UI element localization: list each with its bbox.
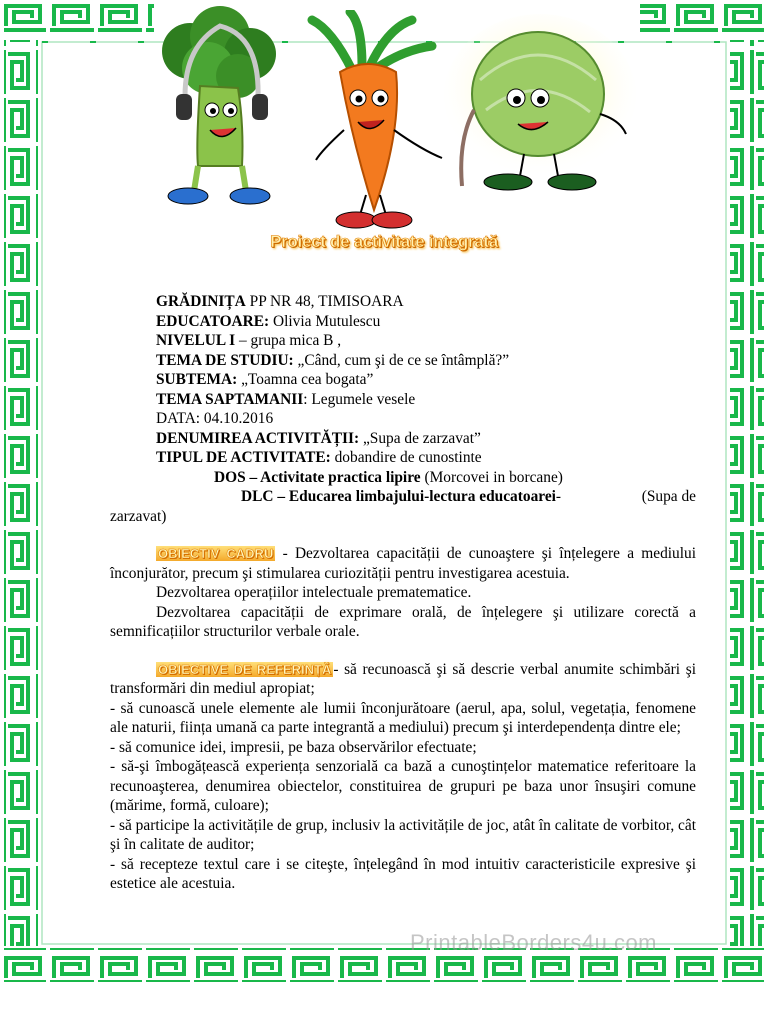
info-nivel: NIVELUL I – grupa mica B , — [156, 332, 342, 349]
obiectiv-cadru-label: OBIECTIV CADRU — [158, 546, 274, 561]
obiective-referinta-label: OBIECTIVE DE REFERINȚĂ — [158, 661, 332, 677]
list-item: - să participe la activitățile de grup, inclusiv la activitățile de joc, atât în calitate de vorbitor, cât şi în calitate de auditor; — [110, 816, 696, 853]
list-item: - să comunice idei, impresii, pe baza observărilor efectuate; — [110, 738, 477, 756]
info-educatoare: EDUCATOARE: Olivia Mutulescu — [156, 312, 381, 330]
document-body — [110, 292, 696, 894]
info-subtema: SUBTEMA: „Toamna cea bogata” — [156, 371, 374, 388]
obiectiv-cadru-paragraph: OBIECTIV CADRU - Dezvoltarea capacității de cunoaştere şi înțelegere a mediului înconjurător, precum şi stimularea curiozității pentru investigarea acestuia. — [110, 545, 696, 582]
info-tipul: TIPUL DE ACTIVITATE: dobandire de cunostinte — [156, 449, 482, 466]
obiectiv-cadru-text3: Dezvoltarea capacității de exprimare orală, de înțelegere şi utilizare corectă a semnificațiilor structurilor verbale orale. — [110, 603, 696, 640]
info-tema: TEMA DE STUDIU: „Când, cum şi de ce se întâmplă?” — [156, 351, 510, 369]
obiective-referinta-paragraph: OBIECTIVE DE REFERINȚĂ - să recunoască şi să descrie verbal anumite schimbări şi transformări din mediul apropiat; — [110, 660, 696, 697]
cabbage-illustration — [440, 10, 636, 200]
broccoli-illustration — [150, 6, 280, 206]
list-item: - să cunoască unele elemente ale lumii înconjurătoare (aerul, apa, solul, vegetația, fenomene ale naturii, ființa umană ca parte integrantă a mediului) precum şi interdependența dintre ele; — [110, 699, 696, 736]
list-item: - să recepteze textul care i se citeşte, înțelegând în mod intuitiv caracteristicile expresive şi estetice ale acestuia. — [110, 855, 696, 892]
info-denumire: DENUMIREA ACTIVITĂȚII: „Supa de zarzavat” — [156, 429, 481, 447]
info-dlc: DLC – Educarea limbajului-lectura educatoarei- (Supa de — [241, 488, 696, 505]
info-dlc-continuation: zarzavat) — [110, 507, 167, 525]
project-title: Proiect de activitate integrată — [270, 232, 498, 251]
list-item: - să-şi îmbogățească experiența senzorială ca bază a cunoştințelor matematice referitoare la recunoaşterea, denumirea obiectelor, constituirea de grupuri pe baza unor însuşiri comune (mărime, formă, culoare); — [110, 758, 696, 814]
obiectiv-cadru-text2: Dezvoltarea operațiilor intelectuale prematematice. — [156, 584, 472, 601]
watermark: PrintableBorders4u.com — [410, 930, 658, 955]
info-data: DATA: 04.10.2016 — [156, 410, 274, 427]
info-tema-saptamanii: TEMA SAPTAMANII: Legumele vesele — [156, 390, 416, 408]
info-gradinita: GRĂDINIȚA PP NR 48, TIMISOARA — [156, 293, 404, 310]
info-dos: DOS – Activitate practica lipire (Morcovei in borcane) — [214, 468, 563, 486]
carrot-illustration — [292, 10, 452, 232]
